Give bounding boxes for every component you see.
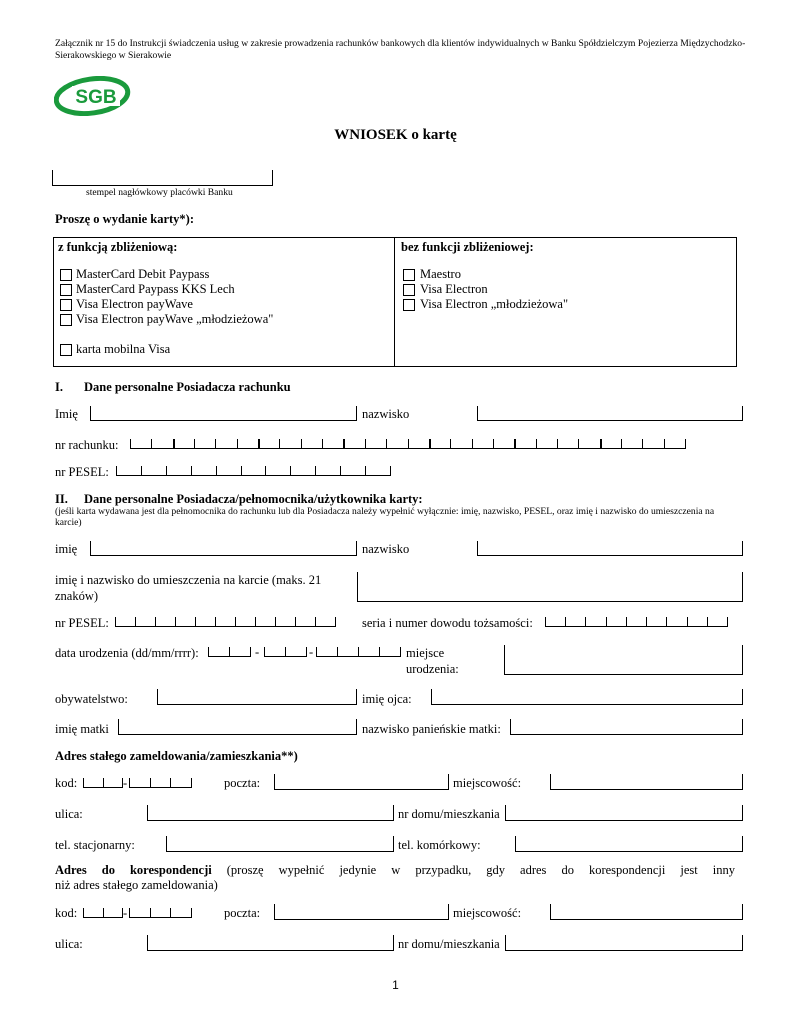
section2-heading: Dane personalne Posiadacza/pełnomocnika/użytkownika karty:: [84, 492, 423, 506]
postcode-part2-field[interactable]: [129, 778, 191, 788]
attachment-note: Załącznik nr 15 do Instrukcji świadczenia usług w zakresie prowadzenia rachunków bankowych dla klientów indywidualnych w Banku Spółdzielczym Pojezierza Międzychodzko-Sierakowskiego w Sierakowie: [55, 38, 746, 61]
label-house-number: nr domu/mieszkania: [398, 807, 500, 821]
id-document-field[interactable]: [545, 617, 727, 627]
card-selection-table: [53, 237, 737, 367]
option-label: MasterCard Paypass KKS Lech: [76, 282, 235, 296]
option-label: karta mobilna Visa: [76, 342, 171, 356]
label-house-number-2: nr domu/mieszkania: [398, 937, 500, 951]
street-field[interactable]: [147, 805, 394, 821]
account-number-field[interactable]: [130, 439, 685, 449]
checkbox-visa-electron-youth[interactable]: [403, 299, 415, 311]
birth-place-field[interactable]: [504, 645, 743, 675]
stamp-caption: stempel nagłówkowy placówki Banku: [86, 187, 233, 198]
label-pesel: nr PESEL:: [55, 465, 109, 479]
label-first-name-2: imię: [55, 542, 78, 556]
house-number-field[interactable]: [505, 805, 743, 821]
option-label: Visa Electron payWave: [76, 297, 193, 311]
date-separator: -: [255, 645, 260, 659]
postcode-part1-field[interactable]: [83, 778, 122, 788]
label-father-name: imię ojca:: [362, 692, 412, 706]
table-divider: [394, 238, 395, 366]
svg-text:SGB: SGB: [75, 87, 117, 108]
father-name-field[interactable]: [431, 689, 743, 705]
label-mobile: tel. komórkowy:: [398, 838, 481, 852]
label-landline: tel. stacjonarny:: [55, 838, 135, 852]
mobile-field[interactable]: [515, 836, 743, 852]
label-last-name-2: nazwisko: [362, 542, 410, 556]
birth-day-field[interactable]: [208, 647, 250, 657]
mother-maiden-name-field[interactable]: [510, 719, 743, 735]
holder-first-name-field[interactable]: [90, 541, 357, 556]
option-label: Maestro: [420, 267, 461, 281]
label-mother-name: imię matki: [55, 722, 109, 736]
label-first-name: Imię: [55, 407, 78, 421]
city-field[interactable]: [550, 774, 743, 790]
label-birth-place: miejsce urodzenia:: [406, 646, 459, 676]
label-last-name: nazwisko: [362, 407, 410, 421]
label-card-name: imię i nazwisko do umieszczenia na karcie (maks. 21 znaków): [55, 573, 322, 603]
correspondence-heading-line: [55, 863, 735, 878]
checkbox-visa-electron[interactable]: [403, 284, 415, 296]
contactless-heading: z funkcją zbliżeniową:: [58, 240, 178, 254]
postcode-separator: -: [123, 906, 128, 920]
page-title: WNIOSEK o kartę: [334, 127, 457, 143]
correspondence-note-2: niż adres stałego zameldowania): [55, 878, 218, 892]
label-account: nr rachunku:: [55, 438, 119, 452]
date-separator: -: [309, 645, 314, 659]
first-name-field[interactable]: [90, 406, 357, 421]
label-city-2: miejscowość:: [453, 906, 522, 920]
label-postcode-2: kod:: [55, 906, 78, 920]
stamp-field[interactable]: [52, 170, 273, 186]
checkbox-visa-electron-paywave-youth[interactable]: [60, 314, 72, 326]
label-birth-date: data urodzenia (dd/mm/rrrr):: [55, 646, 199, 660]
label-street-2: ulica:: [55, 937, 83, 951]
non-contactless-heading: bez funkcji zbliżeniowej:: [401, 240, 534, 254]
checkbox-maestro[interactable]: [403, 269, 415, 281]
checkbox-mobile-visa[interactable]: [60, 344, 72, 356]
corr-house-number-field[interactable]: [505, 935, 743, 951]
label-post-office: poczta:: [224, 776, 261, 790]
card-name-field[interactable]: [357, 572, 743, 602]
label-city: miejscowość:: [453, 776, 522, 790]
citizenship-field[interactable]: [157, 689, 357, 705]
label-id-document: seria i numer dowodu tożsamości:: [362, 616, 533, 630]
option-label: MasterCard Debit Paypass: [76, 267, 210, 281]
sgb-logo: [54, 76, 134, 116]
checkbox-mastercard-paypass-kks-lech[interactable]: [60, 284, 72, 296]
holder-last-name-field[interactable]: [477, 541, 743, 556]
corr-post-office-field[interactable]: [274, 904, 449, 920]
mother-name-field[interactable]: [118, 719, 357, 735]
page-number: 1: [392, 978, 399, 992]
label-street: ulica:: [55, 807, 83, 821]
option-label: Visa Electron payWave „młodzieżowa": [76, 312, 274, 326]
correspondence-heading: Adres do korespondencji: [55, 863, 212, 877]
corr-street-field[interactable]: [147, 935, 394, 951]
section1-heading: Dane personalne Posiadacza rachunku: [84, 380, 291, 394]
section2-number: II.: [55, 492, 68, 506]
last-name-field[interactable]: [477, 406, 743, 421]
birth-year-field[interactable]: [316, 647, 400, 657]
section2-note: (jeśli karta wydawana jest dla pełnomocnika do rachunku lub dla Posiadacza należy wypełnić wyłącznie: imię, nazwisko, PESEL, oraz imię i nazwisko do umieszczenia na karcie): [55, 506, 715, 528]
label-citizenship: obywatelstwo:: [55, 692, 128, 706]
landline-field[interactable]: [166, 836, 394, 852]
address-heading: Adres stałego zameldowania/zamieszkania**): [55, 749, 298, 763]
post-office-field[interactable]: [274, 774, 449, 790]
label-mother-maiden-name: nazwisko panieńskie matki:: [362, 722, 501, 736]
holder-pesel-field[interactable]: [115, 617, 335, 627]
correspondence-note: (proszę wypełnić jedynie w przypadku, gdy adres do korespondencji jest inny: [226, 863, 735, 877]
checkbox-mastercard-debit-paypass[interactable]: [60, 269, 72, 281]
pesel-field[interactable]: [116, 466, 390, 476]
checkbox-visa-electron-paywave[interactable]: [60, 299, 72, 311]
request-heading: Proszę o wydanie karty*):: [55, 212, 194, 226]
birth-month-field[interactable]: [264, 647, 306, 657]
option-label: Visa Electron „młodzieżowa": [420, 297, 569, 311]
corr-city-field[interactable]: [550, 904, 743, 920]
section1-number: I.: [55, 380, 63, 394]
label-postcode: kod:: [55, 776, 78, 790]
corr-postcode-part2-field[interactable]: [129, 908, 191, 918]
label-pesel-2: nr PESEL:: [55, 616, 109, 630]
option-label: Visa Electron: [420, 282, 488, 296]
postcode-separator: -: [123, 776, 128, 790]
corr-postcode-part1-field[interactable]: [83, 908, 122, 918]
label-post-office-2: poczta:: [224, 906, 261, 920]
